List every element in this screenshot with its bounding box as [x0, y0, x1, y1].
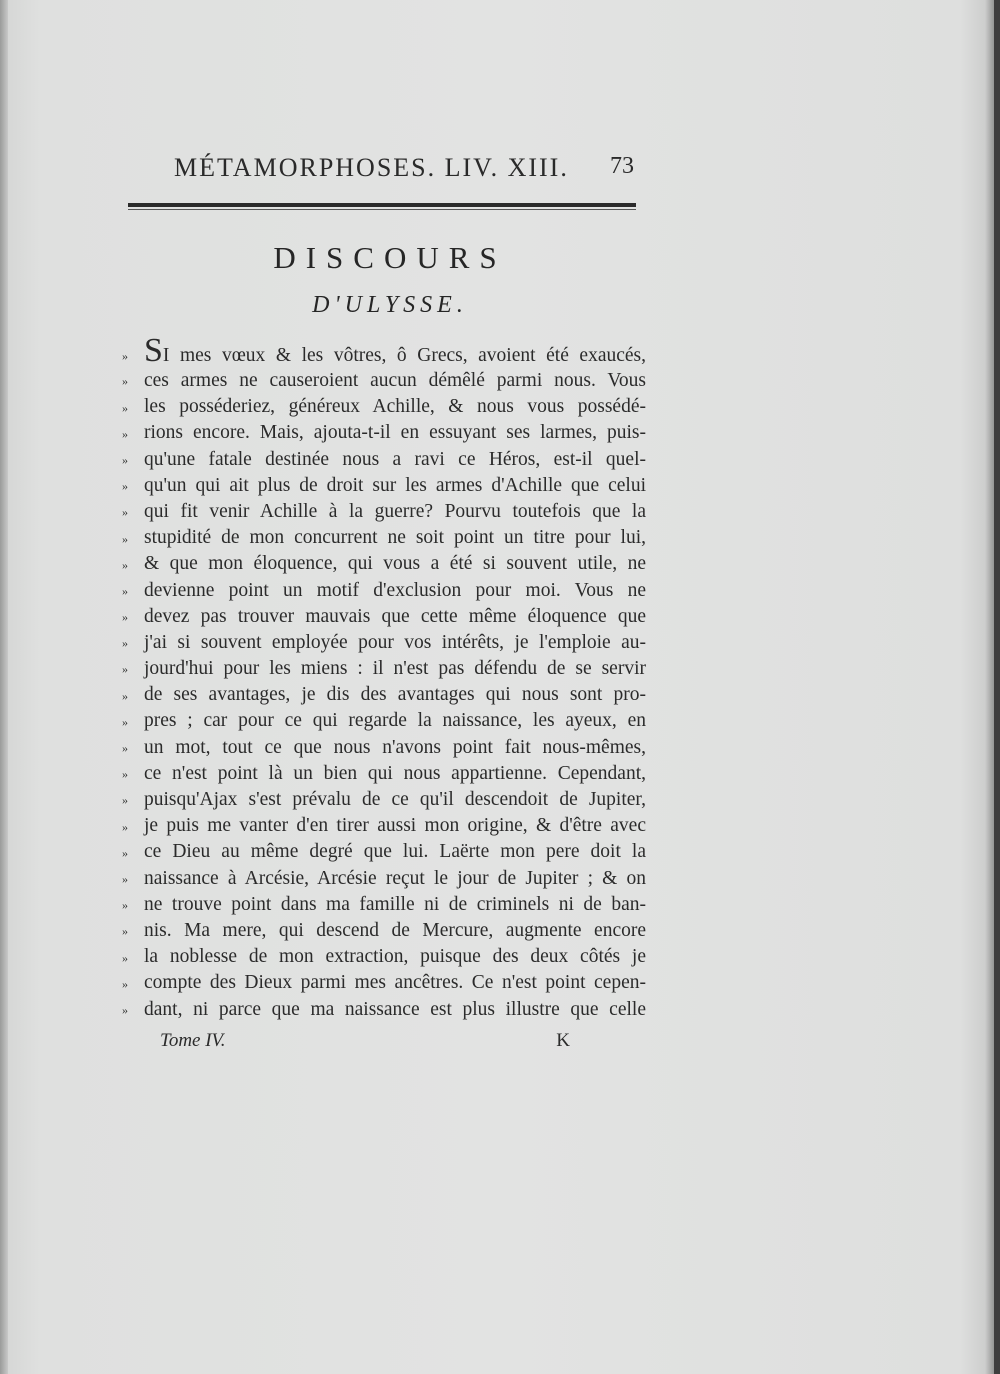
drop-cap: S [144, 332, 163, 369]
line-text: ne trouve point dans ma famille ni de criminels ni de ban- [144, 893, 646, 915]
text-line [122, 604, 650, 630]
line-text: compte des Dieux parmi mes ancêtres. Ce n'est point cepen- [144, 972, 646, 994]
line-text: jourd'hui pour les miens : il n'est pas défendu de se servir [144, 658, 646, 680]
quote-mark: » [122, 1002, 128, 1017]
line-text: nis. Ma mere, qui descend de Mercure, augmente encore [144, 919, 646, 941]
quote-mark: » [122, 505, 128, 520]
line-text: dant, ni parce que ma naissance est plus illustre que celle [144, 998, 646, 1020]
text-line [122, 944, 650, 970]
line-text: ce Dieu au même degré que lui. Laërte mon pere doit la [144, 841, 646, 863]
quote-mark: » [122, 976, 128, 991]
text-line [122, 525, 650, 551]
line-text [144, 332, 646, 369]
text-line [122, 578, 650, 604]
text-line [122, 368, 650, 394]
section-title: DISCOURS [273, 240, 507, 275]
line-text: & que mon éloquence, qui vous a été si souvent utile, ne [144, 553, 646, 575]
text-line [122, 997, 650, 1023]
line-text: qu'un qui ait plus de droit sur les armes d'Achille que celui [144, 474, 646, 496]
quote-mark: » [122, 583, 128, 598]
line-text: je puis me vanter d'en tirer aussi mon origine, & d'être avec [144, 815, 646, 837]
text-line [122, 708, 650, 734]
line-text: les posséderiez, généreux Achille, & nous vous possédé- [144, 396, 646, 418]
text-line [122, 735, 650, 761]
page-gutter-edge [0, 0, 8, 1374]
quote-mark: » [122, 819, 128, 834]
running-header [174, 153, 634, 189]
line-text: qui fit venir Achille à la guerre? Pourvu toutefois que la [144, 500, 646, 522]
section-subtitle: D'ULYSSE. [312, 292, 468, 318]
text-line [122, 630, 650, 656]
text-line [122, 682, 650, 708]
quote-mark: » [122, 767, 128, 782]
quote-mark: » [122, 714, 128, 729]
line-text: j'ai si souvent employée pour vos intérêts, je l'emploie au- [144, 631, 646, 653]
quote-mark: » [122, 374, 128, 389]
line-text: stupidité de mon concurrent ne soit point un titre pour lui, [144, 527, 646, 549]
text-line [122, 499, 650, 525]
quote-mark: » [122, 531, 128, 546]
running-title: MÉTAMORPHOSES. LIV. XIII. [174, 153, 569, 182]
line-text: devienne point un motif d'exclusion pour moi. Vous ne [144, 579, 646, 601]
quote-mark: » [122, 426, 128, 441]
quote-mark: » [122, 688, 128, 703]
text-line [122, 761, 650, 787]
quote-mark: » [122, 662, 128, 677]
line-text-rest: I mes vœux & les vôtres, ô Grecs, avoient été exaucés, [162, 345, 646, 366]
text-body [122, 332, 650, 1023]
line-text: un mot, tout ce que nous n'avons point fait nous-mêmes, [144, 736, 646, 758]
text-line [122, 918, 650, 944]
line-text: naissance à Arcésie, Arcésie reçut le jour de Jupiter ; & on [144, 867, 646, 889]
quote-mark: » [122, 610, 128, 625]
quote-mark: » [122, 924, 128, 939]
text-line [122, 839, 650, 865]
text-line [122, 394, 650, 420]
text-line [122, 813, 650, 839]
line-text: la noblesse de mon extraction, puisque des deux côtés je [144, 946, 646, 968]
header-rule [128, 203, 636, 207]
signature-mark: K [556, 1030, 570, 1051]
line-text: ces armes ne causeroient aucun démêlé parmi nous. Vous [144, 370, 646, 391]
page-footer [160, 1030, 580, 1056]
text-line [122, 332, 650, 369]
quote-mark: » [122, 452, 128, 467]
quote-mark: » [122, 479, 128, 494]
line-text: de ses avantages, je dis des avantages qui nous sont pro- [144, 684, 646, 706]
page-number: 73 [610, 153, 634, 179]
text-line [122, 420, 650, 446]
quote-mark: » [122, 349, 128, 364]
line-text: puisqu'Ajax s'est prévalu de ce qu'il descendoit de Jupiter, [144, 789, 646, 810]
line-text: devez pas trouver mauvais que cette même éloquence que [144, 605, 646, 627]
text-line [122, 866, 650, 892]
quote-mark: » [122, 898, 128, 913]
header-rule-thin [128, 209, 636, 210]
quote-mark: » [122, 871, 128, 886]
quote-mark: » [122, 793, 128, 808]
quote-mark: » [122, 950, 128, 965]
line-text: qu'une fatale destinée nous a ravi ce Héros, est-il quel- [144, 448, 646, 470]
text-line [122, 970, 650, 996]
line-text: pres ; car pour ce qui regarde la naissance, les ayeux, en [144, 710, 646, 732]
quote-mark: » [122, 557, 128, 572]
line-text: ce n'est point là un bien qui nous appartienne. Cependant, [144, 762, 646, 784]
text-line [122, 447, 650, 473]
quote-mark: » [122, 636, 128, 651]
quote-mark: » [122, 741, 128, 756]
text-line [122, 656, 650, 682]
volume-label: Tome IV. [160, 1030, 226, 1051]
text-line [122, 787, 650, 813]
quote-mark: » [122, 845, 128, 860]
text-line [122, 473, 650, 499]
page-edge-shadow [994, 0, 1000, 1374]
quote-mark: » [122, 400, 128, 415]
text-line [122, 551, 650, 577]
line-text: rions encore. Mais, ajouta-t-il en essuyant ses larmes, puis- [144, 422, 646, 444]
text-line [122, 892, 650, 918]
